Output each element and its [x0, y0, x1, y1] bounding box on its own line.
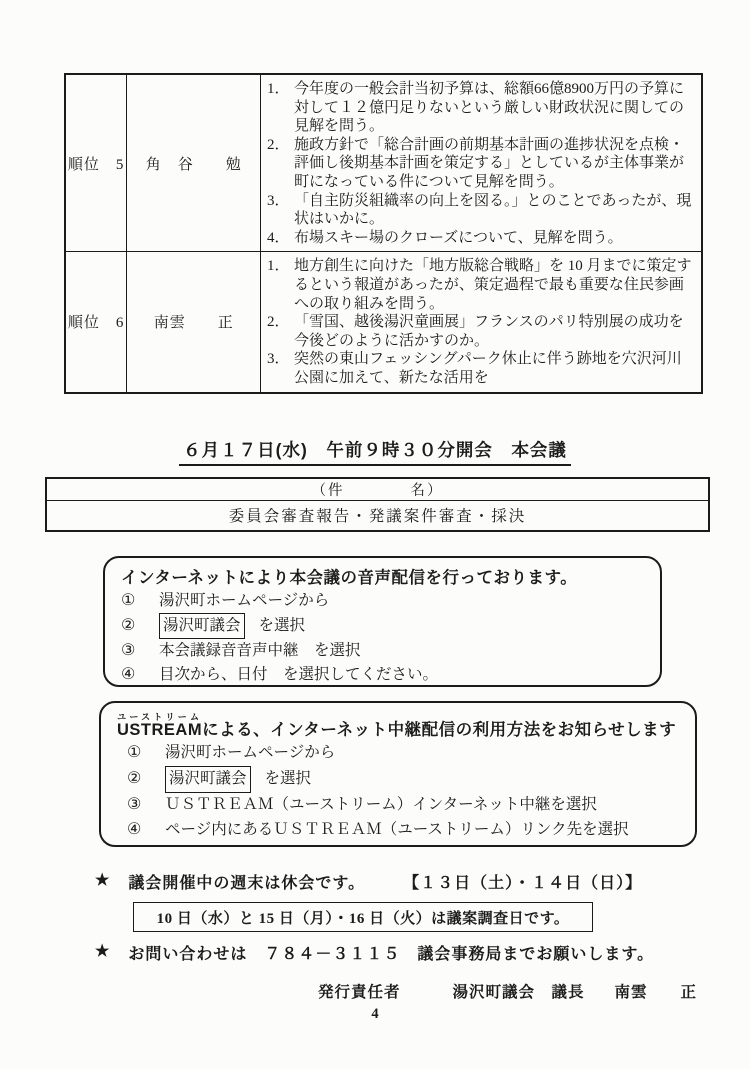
- question-text: 「自主防災組織率の向上を図る。」とのことであったが、現状はいかに。: [294, 192, 692, 228]
- question-text: 「雪国、越後湯沢童画展」フランスのパリ特別展の成功を今後どのように活かすのか。: [294, 314, 684, 349]
- question-number: 1．: [267, 258, 290, 275]
- questions-cell: [261, 74, 702, 252]
- step-item: [121, 613, 646, 640]
- step-text: 目次から、日付 を選択してください。: [159, 665, 439, 683]
- question-item: [267, 257, 693, 313]
- publisher-name: 南雲 正: [614, 984, 698, 1001]
- ustream-latin: USTREAM: [117, 721, 203, 739]
- star-icon: ★: [95, 943, 111, 960]
- question-text: 突然の東山フェッシングパーク休止に伴う跡地を穴沢河川公園に加えて、新たな活用を: [294, 351, 682, 386]
- step-text: を選択: [264, 769, 312, 787]
- circled-number: ④: [121, 665, 136, 683]
- questions-cell: [261, 252, 702, 393]
- ustream-box-title: [117, 712, 681, 741]
- agenda-table: [45, 477, 710, 532]
- page-number: 4: [371, 1006, 379, 1022]
- question-text: 今年度の一般会計当初予算は、総額66億8900万円の予算に対して１２億円足りないという厳しい財政状況に関しての見解を問う。: [294, 81, 685, 135]
- publisher-org: 湯沢町議会 議長: [452, 984, 585, 1001]
- ustream-title-rest: による、インターネット中継配信の利用方法をお知らせします: [202, 721, 677, 739]
- table-row: [65, 74, 702, 252]
- step-item: [117, 741, 681, 766]
- circled-number: ③: [121, 642, 136, 659]
- boxed-link-label: 湯沢町議会: [159, 613, 245, 640]
- contact-note: [95, 941, 654, 964]
- table-row: [46, 501, 709, 531]
- step-item: [121, 639, 646, 663]
- question-number: 2．: [267, 314, 290, 331]
- step-text: 湯沢町ホームページから: [159, 592, 330, 609]
- survey-days-note: [133, 902, 593, 932]
- session-heading-text: ６月１７日(水) 午前９時３０分開会 本会議: [179, 437, 571, 466]
- weekend-recess-note: [95, 870, 642, 893]
- step-text: を選択: [258, 616, 306, 634]
- question-item: [267, 313, 693, 350]
- circled-number: ④: [127, 820, 142, 838]
- step-item: [121, 589, 646, 613]
- agenda-header-cell: （件 名）: [46, 478, 709, 501]
- boxed-link-label: 湯沢町議会: [165, 766, 251, 794]
- question-number: 3．: [267, 351, 290, 368]
- general-questions-table: [64, 73, 703, 394]
- contact-note-text: お問い合わせは ７８４－３１１５ 議会事務局までお願いします。: [128, 946, 655, 963]
- star-icon: ★: [95, 872, 111, 889]
- member-name-cell: 角 谷 勉: [127, 74, 261, 252]
- step-text: 湯沢町ホームページから: [165, 744, 336, 761]
- step-text: 本会議録音音声中継 を選択: [159, 642, 361, 659]
- step-item: [117, 766, 681, 794]
- weekend-dates: 【１３日（土）・１４日（日）】: [403, 875, 643, 892]
- question-number: 4．: [267, 229, 290, 246]
- circled-number: ①: [121, 592, 136, 609]
- ustream-guide-box: [99, 701, 697, 847]
- audio-box-title: インターネットにより本会議の音声配信を行っております。: [121, 569, 578, 587]
- question-item: [267, 192, 693, 229]
- publisher-line: [318, 980, 697, 1002]
- circled-number: ②: [121, 616, 136, 634]
- question-number: 1．: [267, 81, 290, 97]
- step-text: ページ内にあるＵＳＴＲＥＡＭ（ユーストリーム）リンク先を選択: [165, 820, 629, 838]
- table-row: [65, 252, 702, 393]
- question-item: [267, 80, 693, 136]
- rank-cell: 順位 6: [65, 252, 127, 393]
- question-item: [267, 229, 693, 248]
- weekend-note-text: 議会開催中の週末は休会です。: [128, 875, 366, 892]
- question-number: 3．: [267, 192, 290, 209]
- step-text: ＵＳＴＲＥＡＭ（ユーストリーム）インターネット中継を選択: [165, 796, 597, 813]
- ustream-furigana: ユーストリーム: [117, 712, 203, 722]
- circled-number: ①: [127, 744, 142, 761]
- ustream-ruby: [117, 712, 203, 739]
- question-text: 地方創生に向けた「地方版総合戦略」を 10 月までに策定するという報道があったが、策定過程で最も重要な住民参画への取り組みを問う。: [294, 258, 692, 312]
- question-item: [267, 136, 693, 192]
- agenda-value-cell: 委員会審査報告・発議案件審査・採決: [46, 501, 709, 531]
- rank-cell: 順位 5: [65, 74, 127, 252]
- circled-number: ③: [127, 796, 142, 813]
- question-text: 布場スキー場のクローズについて、見解を問う。: [294, 229, 623, 246]
- survey-days-text: 10 日（水）と 15 日（月）・16 日（火）は議案調査日です。: [156, 910, 570, 927]
- table-row: [46, 478, 709, 501]
- publisher-label: 発行責任者: [318, 984, 401, 1001]
- question-item: [267, 350, 693, 387]
- question-text: 施政方針で「総合計画の前期基本計画の進捗状況を点検・評価し後期基本計画を策定する」としているが主体事業が町になっている件について見解を問う。: [294, 136, 685, 190]
- session-heading: [0, 437, 750, 466]
- step-item: [117, 818, 681, 843]
- circled-number: ②: [127, 769, 142, 787]
- step-item: [121, 663, 646, 687]
- question-number: 2．: [267, 136, 290, 153]
- audio-broadcast-guide-box: [103, 556, 662, 687]
- step-item: [117, 793, 681, 818]
- member-name-cell: 南雲 正: [127, 252, 261, 393]
